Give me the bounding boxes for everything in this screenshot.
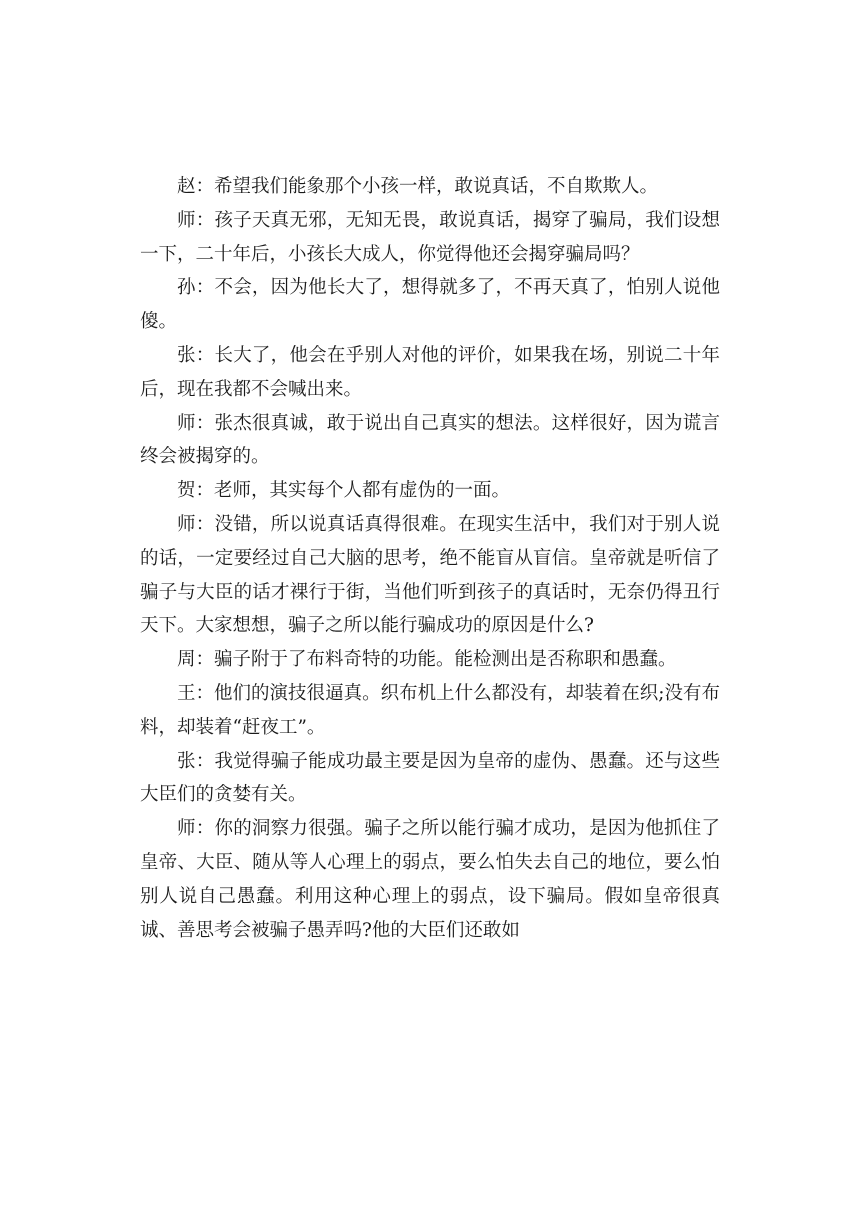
paragraph: 贺：老师，其实每个人都有虚伪的一面。 <box>177 480 511 502</box>
paragraph: 师：你的洞察力很强。骗子之所以能行骗才成功，是因为他抓住了皇帝、大臣、随从等人心理上的弱点，要么怕失去自己的地位，要么怕别人说自己愚蠢。利用这种心理上的弱点，设下骗局。假如皇帝很真诚、善思考会被骗子愚弄吗?他的大臣们还敢如 <box>140 818 720 941</box>
paragraph: 王：他们的演技很逼真。织布机上什么都没有，却装着在织;没有布料，却装着“赶夜工”。 <box>140 682 720 738</box>
paragraph: 张：长大了，他会在乎别人对他的评价，如果我在场，别说二十年后，现在我都不会喊出来。 <box>140 344 720 400</box>
paragraph: 张：我觉得骗子能成功最主要是因为皇帝的虚伪、愚蠢。还与这些大臣们的贪婪有关。 <box>140 750 720 806</box>
dialogue-text <box>140 170 720 947</box>
paragraph: 师：张杰很真诚，敢于说出自己真实的想法。这样很好，因为谎言终会被揭穿的。 <box>140 412 720 468</box>
paragraph: 师：孩子天真无邪，无知无畏，敢说真话，揭穿了骗局，我们设想一下，二十年后，小孩长大成人，你觉得他还会揭穿骗局吗？ <box>140 209 720 265</box>
paragraph: 周：骗子附于了布料奇特的功能。能检测出是否称职和愚蠢。 <box>177 649 677 671</box>
paragraph: 赵：希望我们能象那个小孩一样，敢说真话，不自欺欺人。 <box>177 176 659 197</box>
paragraph: 师：没错，所以说真话真得很难。在现实生活中，我们对于别人说的话，一定要经过自己大脑的思考，绝不能盲从盲信。皇帝就是听信了骗子与大臣的话才裸行于街，当他们听到孩子的真话时，无奈仍得丑行天下。大家想想，骗子之所以能行骗成功的原因是什么? <box>140 513 720 637</box>
paragraph: 孙：不会，因为他长大了，想得就多了，不再天真了，怕别人说他傻。 <box>140 277 720 333</box>
